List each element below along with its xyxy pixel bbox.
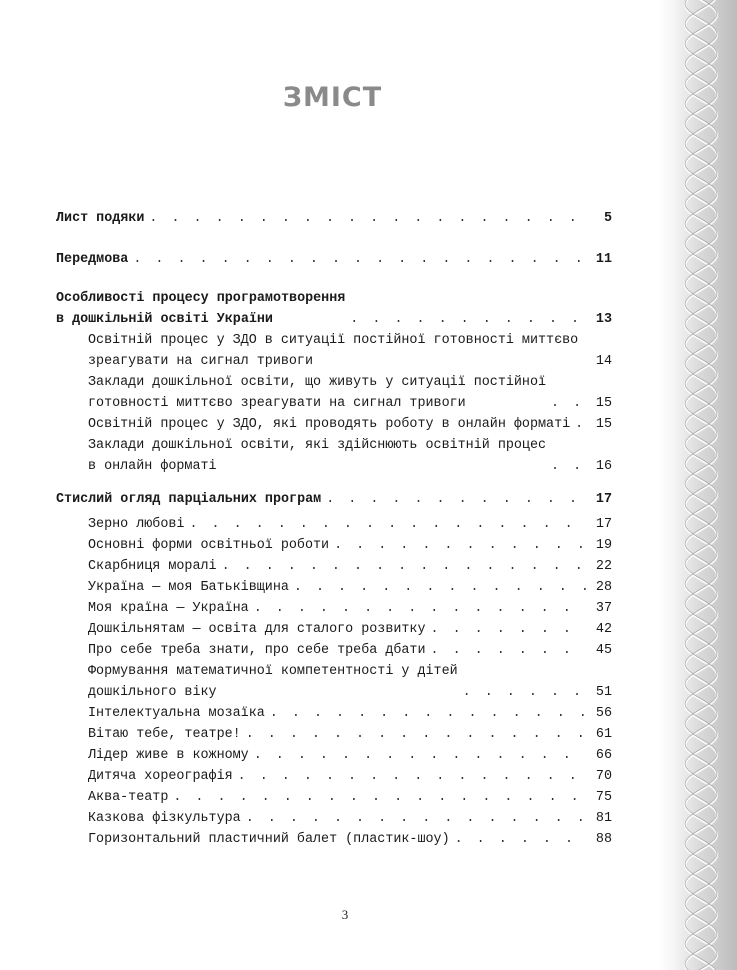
- toc-subentry[interactable]: [56, 661, 612, 703]
- toc-subentry[interactable]: [56, 372, 612, 414]
- toc-entry-foreword[interactable]: [56, 249, 612, 270]
- leader-dots: [551, 456, 586, 477]
- toc-subentry[interactable]: [56, 640, 612, 661]
- leader-dots: [189, 514, 586, 535]
- toc-entry-partial-programs[interactable]: [56, 489, 612, 510]
- toc-subentry[interactable]: [56, 724, 612, 745]
- toc-page-number: 17: [595, 492, 612, 507]
- toc-entry-title: Лист подяки: [56, 211, 145, 226]
- toc-page-number: 51: [595, 685, 612, 700]
- toc-subentry[interactable]: [56, 808, 612, 829]
- toc-page-number: 42: [595, 622, 612, 637]
- toc-page-number: 37: [595, 601, 612, 616]
- decorative-border: [659, 0, 737, 970]
- leader-dots: [551, 393, 586, 414]
- toc-page-number: 11: [595, 252, 612, 267]
- toc-entry-title: Заклади дошкільної освіти, що живуть у ситуації постійної готовності миттєво зреагувати на сигнал тривоги: [88, 375, 547, 411]
- leader-dots: [133, 249, 586, 270]
- leader-dots: [455, 829, 586, 850]
- toc-entry-title: Зерно любові: [88, 517, 185, 532]
- toc-entry-title: Освітній процес у ЗДО, які проводять роботу в онлайн форматі: [88, 417, 571, 432]
- toc-page-number: 14: [595, 354, 612, 369]
- leader-dots: [350, 309, 586, 330]
- leader-dots: [173, 787, 586, 808]
- toc-entry-title: Аква-театр: [88, 790, 169, 805]
- toc-subentry[interactable]: [56, 787, 612, 808]
- toc-subentry[interactable]: [56, 766, 612, 787]
- toc-page-number: 19: [595, 538, 612, 553]
- toc-page-number: 75: [595, 790, 612, 805]
- toc-page-number: 13: [595, 312, 612, 327]
- toc-page-number: 56: [595, 706, 612, 721]
- toc-entry-acknowledgements[interactable]: [56, 208, 612, 229]
- leader-dots: [149, 208, 586, 229]
- leader-dots: [294, 577, 586, 598]
- leader-dots: [431, 640, 587, 661]
- toc-subentry[interactable]: [56, 414, 612, 435]
- page-number: 3: [341, 907, 349, 922]
- toc-entry-title: Україна — моя Батьківщина: [88, 580, 289, 595]
- toc-entry-title: Про себе треба знати, про себе треба дбати: [88, 643, 426, 658]
- toc-entry-title: Горизонтальний пластичний балет (пластик-шоу): [88, 832, 450, 847]
- toc-page-number: 66: [595, 748, 612, 763]
- toc-entry-title: Вітаю тебе, театре!: [88, 727, 241, 742]
- toc-entry-title: Заклади дошкільної освіти, які здійснюють освітній процес в онлайн форматі: [88, 438, 547, 474]
- leader-dots: [254, 598, 586, 619]
- toc-subentry[interactable]: [56, 577, 612, 598]
- toc-entry-title: Особливості процесу програмотворення в дошкільній освіті України: [56, 291, 346, 327]
- leader-dots: [431, 619, 587, 640]
- braid-ornament-icon: [659, 0, 737, 970]
- toc-page-number: 5: [603, 211, 612, 226]
- toc-subentry[interactable]: [56, 330, 612, 372]
- leader-dots: [334, 535, 586, 556]
- toc-entry-title: Передмова: [56, 252, 129, 267]
- leader-dots: [238, 766, 586, 787]
- leader-dots: [254, 745, 586, 766]
- leader-dots: [246, 808, 586, 829]
- toc-page-number: 88: [595, 832, 612, 847]
- page-title: ЗМІСТ: [282, 82, 383, 113]
- toc-subentry[interactable]: [56, 598, 612, 619]
- toc-page-number: 28: [595, 580, 612, 595]
- toc-entry-title: Скарбниця моралі: [88, 559, 217, 574]
- leader-dots: [246, 724, 586, 745]
- toc-entry-title: Освітній процес у ЗДО в ситуації постійної готовності миттєво зреагувати на сигнал тривоги: [88, 333, 579, 369]
- toc-entry-title: Лідер живе в кожному: [88, 748, 249, 763]
- toc-entry-title: Казкова фізкультура: [88, 811, 241, 826]
- toc-entry-title: Формування математичної компетентності у дітей дошкільного віку: [88, 664, 458, 700]
- toc-subentry[interactable]: [56, 619, 612, 640]
- toc-page-number: 81: [595, 811, 612, 826]
- toc-subentry[interactable]: [56, 703, 612, 724]
- leader-dots: [575, 414, 586, 435]
- toc-subentry[interactable]: [56, 556, 612, 577]
- toc-entry-title: Основні форми освітньої роботи: [88, 538, 330, 553]
- toc-subentry[interactable]: [56, 829, 612, 850]
- toc-subentry[interactable]: [56, 435, 612, 477]
- toc-subentry[interactable]: [56, 745, 612, 766]
- toc-page-number: 22: [595, 559, 612, 574]
- table-of-contents: [56, 208, 612, 850]
- toc-entry-title: Моя країна — Україна: [88, 601, 249, 616]
- toc-page-number: 61: [595, 727, 612, 742]
- leader-dots: [326, 489, 586, 510]
- toc-entry-title: Інтелектуальна мозаїка: [88, 706, 265, 721]
- leader-dots: [463, 682, 586, 703]
- toc-page-number: 15: [595, 417, 612, 432]
- leader-dots: [270, 703, 586, 724]
- toc-page-number: 70: [595, 769, 612, 784]
- toc-subentry[interactable]: [56, 514, 612, 535]
- leader-dots: [222, 556, 586, 577]
- toc-entry-title: Дитяча хореографія: [88, 769, 233, 784]
- toc-page-number: 16: [595, 459, 612, 474]
- leader-dots: [583, 351, 586, 372]
- toc-entry-program-features[interactable]: [56, 288, 612, 330]
- toc-page-number: 15: [595, 396, 612, 411]
- toc-entry-title: Дошкільнятам — освіта для сталого розвитку: [88, 622, 426, 637]
- toc-entry-title: Стислий огляд парціальних програм: [56, 492, 322, 507]
- toc-page-number: 45: [595, 643, 612, 658]
- toc-page-number: 17: [595, 517, 612, 532]
- toc-subentry[interactable]: [56, 535, 612, 556]
